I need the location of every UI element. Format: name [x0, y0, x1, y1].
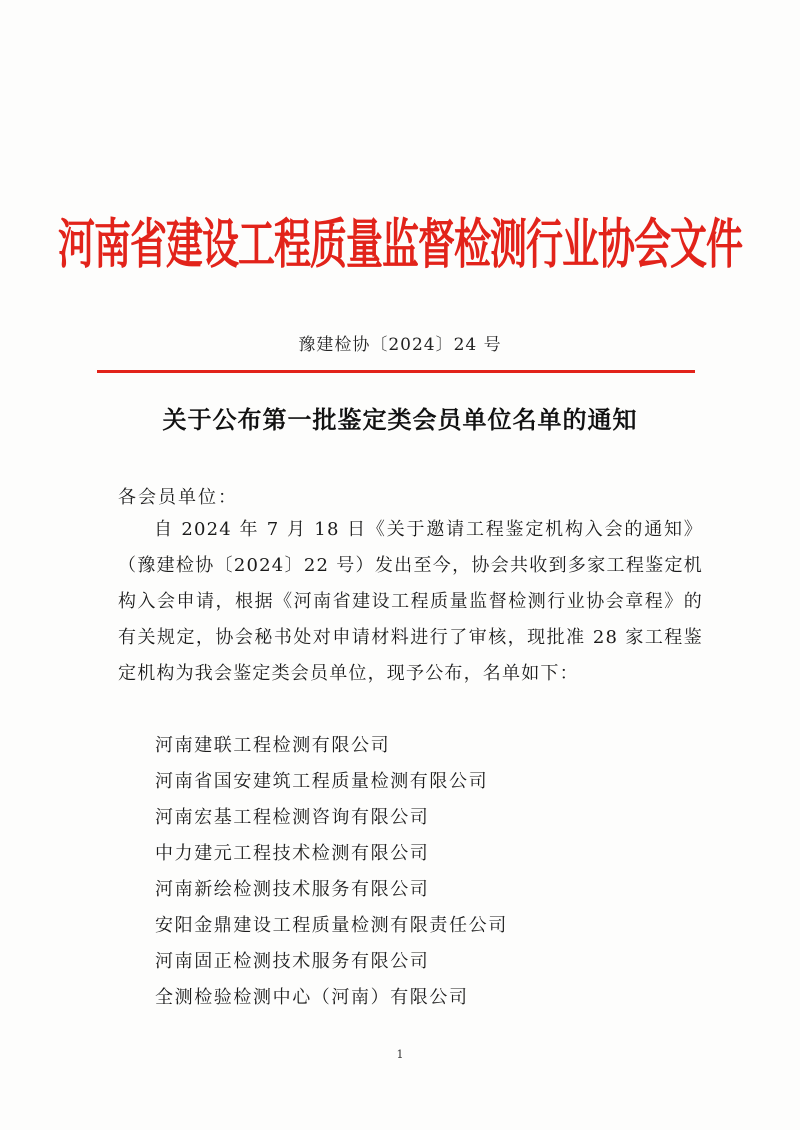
list-item: 河南建联工程检测有限公司 — [155, 735, 391, 756]
list-item: 河南宏基工程检测咨询有限公司 — [155, 807, 430, 828]
list-item: 河南省国安建筑工程质量检测有限公司 — [155, 771, 489, 792]
body-paragraph: 自 2024 年 7 月 18 日《关于邀请工程鉴定机构入会的通知》（豫建检协〔2024〕22 号）发出至今，协会共收到多家工程鉴定机构入会申请，根据《河南省建设工程质量监督检测行业协会章程》的有关规定，协会秘书处对申请材料进行了审核，现批准 28 家工程鉴定机构为我会鉴定类会员单位，现予公布，名单如下： — [118, 519, 703, 684]
company-list — [155, 728, 508, 1016]
list-item: 全测检验检测中心（河南）有限公司 — [155, 987, 469, 1008]
red-divider-line — [97, 370, 695, 373]
notice-title: 关于公布第一批鉴定类会员单位名单的通知 — [162, 406, 638, 434]
issuing-organization-title: 河南省建设工程质量监督检测行业协会文件 — [58, 213, 742, 276]
list-item: 中力建元工程技术检测有限公司 — [155, 843, 430, 864]
salutation: 各会员单位： — [118, 487, 238, 508]
document-number: 豫建检协〔2024〕24 号 — [298, 335, 502, 355]
list-item: 安阳金鼎建设工程质量检测有限责任公司 — [155, 915, 508, 936]
page-number: 1 — [396, 1048, 404, 1061]
list-item: 河南固正检测技术服务有限公司 — [155, 951, 430, 972]
list-item: 河南新绘检测技术服务有限公司 — [155, 879, 430, 900]
